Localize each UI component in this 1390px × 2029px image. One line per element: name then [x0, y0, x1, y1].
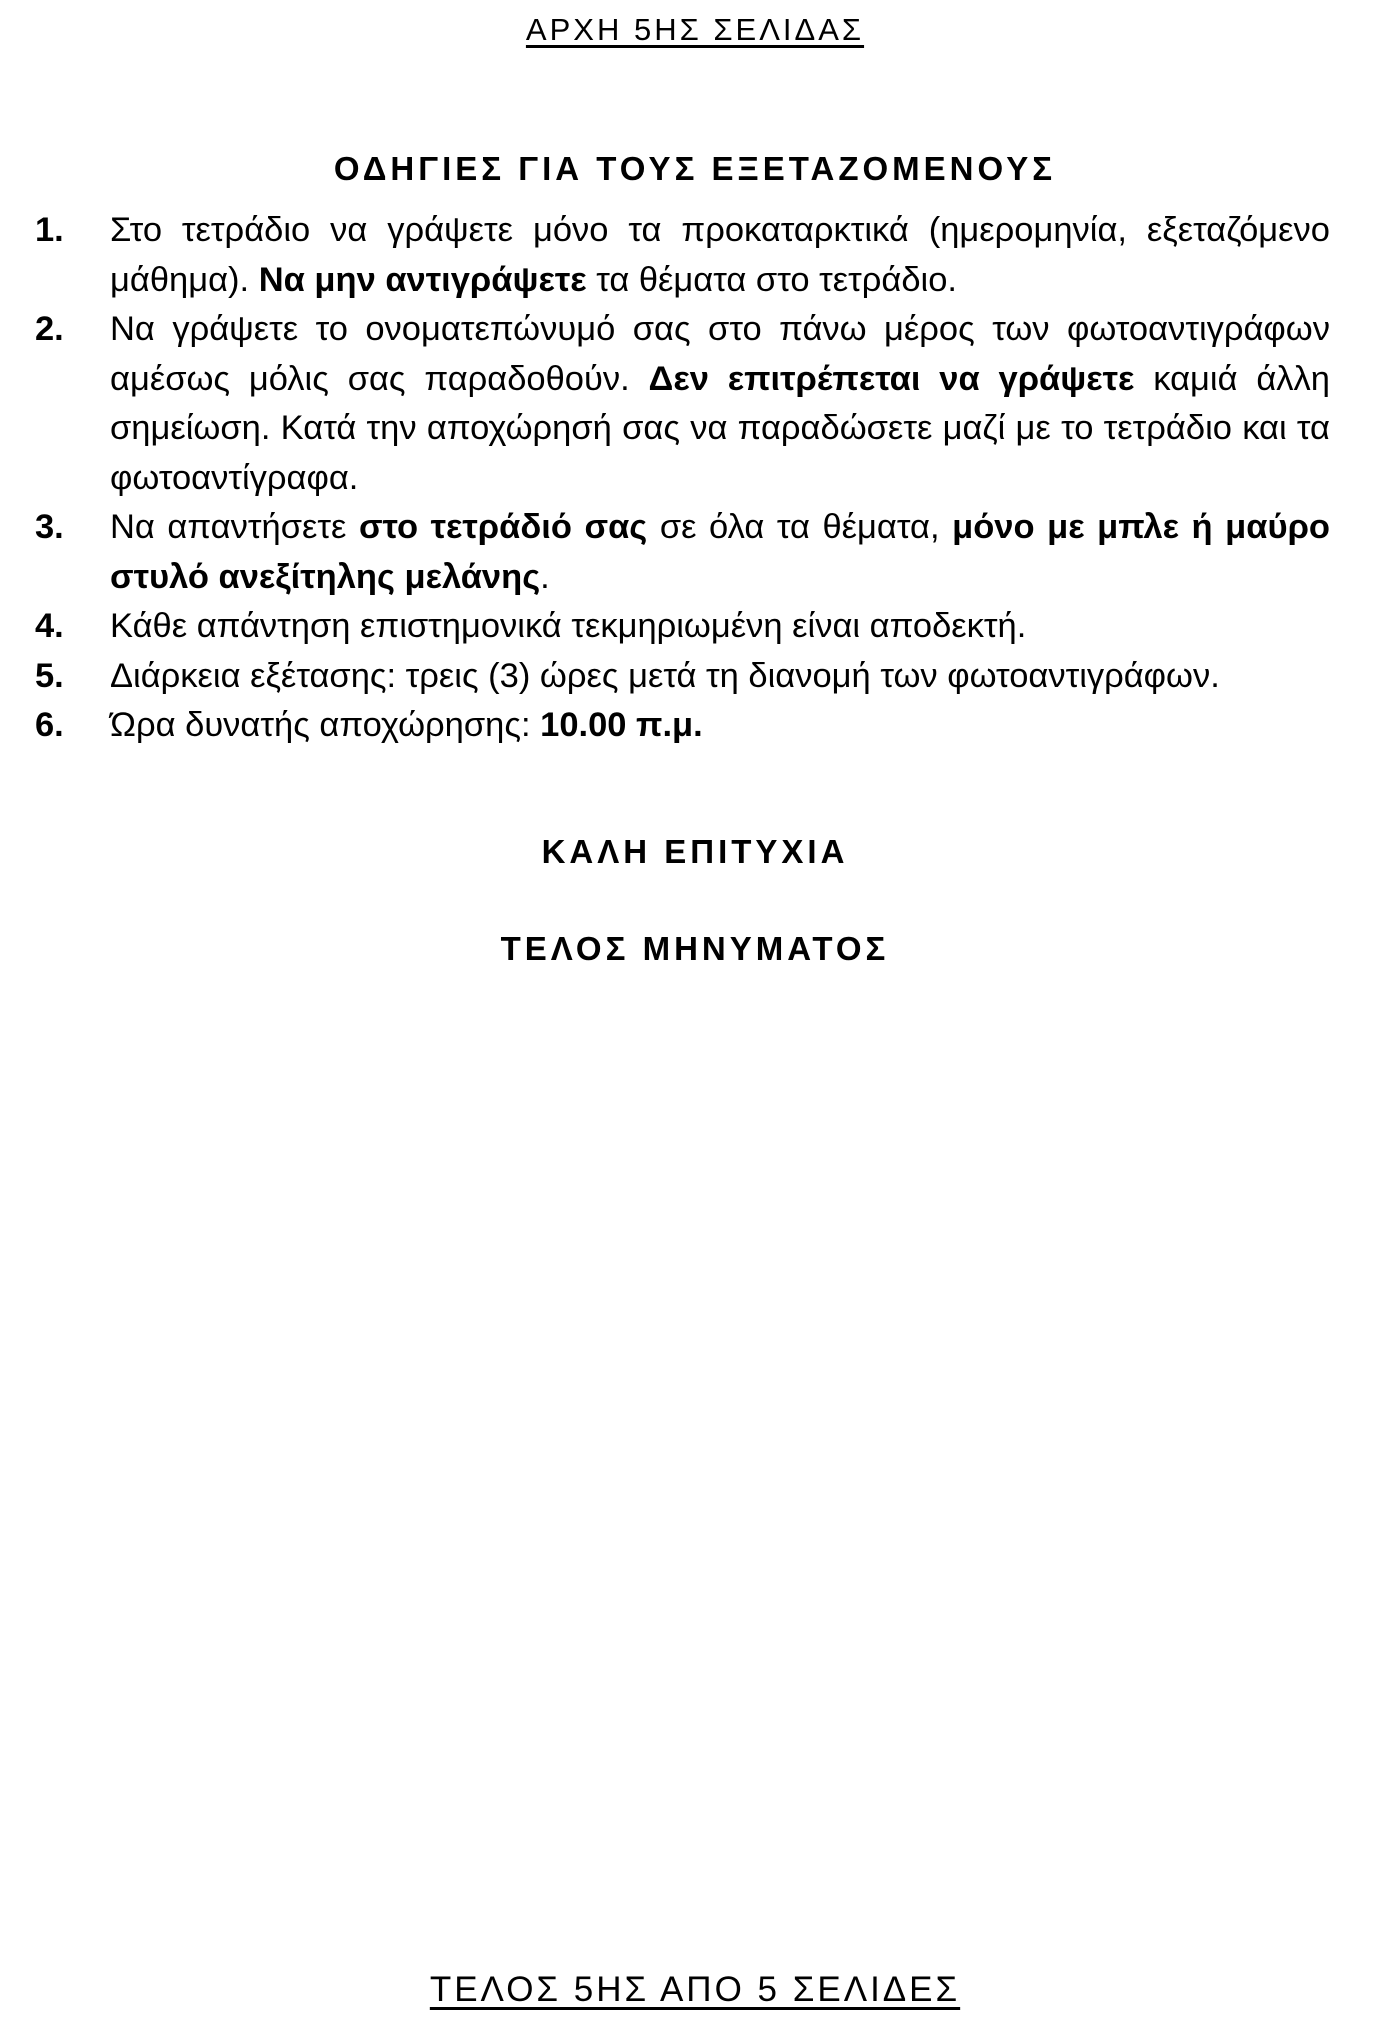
instruction-item [30, 652, 1330, 702]
instruction-item [30, 503, 1330, 602]
instructions-title: ΟΔΗΓΙΕΣ ΓΙΑ ΤΟΥΣ ΕΞΕΤΑΖΟΜΕΝΟΥΣ [333, 150, 1057, 187]
item-number: 1. [35, 211, 64, 249]
item-text-bold: μόνο με μπλε ή μαύρο στυλό ανεξίτηλης μελάνης [110, 508, 1330, 596]
item-number: 6. [35, 706, 64, 744]
item-text: καμιά άλλη σημείωση. Κατά την αποχώρησή σας να παραδώσετε μαζί με το τετράδιο και τα φωτοαντίγραφα. [110, 359, 1330, 497]
item-number: 5. [35, 656, 64, 695]
item-text-bold: Να μην αντιγράψετε [258, 260, 587, 299]
end-message-heading: ΤΕΛΟΣ ΜΗΝΥΜΑΤΟΣ [500, 930, 890, 967]
item-text: Να γράψετε το ονοματεπώνυμό σας στο πάνω μέρος των φωτοαντιγράφων αμέσως μόλις σας παραδοθούν. [110, 310, 1330, 398]
page-footer: ΤΕΛΟΣ 5ΗΣ ΑΠΟ 5 ΣΕΛΙΔΕΣ [429, 1970, 961, 2009]
instruction-item [30, 206, 1330, 305]
item-text: Ώρα δυνατής αποχώρησης: [110, 706, 541, 744]
item-text: Διάρκεια εξέτασης: τρεις (3) ώρες μετά τη διανομή των φωτοαντιγράφων. [110, 656, 1220, 695]
item-text: τα θέματα στο τετράδιο. [586, 260, 957, 299]
item-text-bold: 10.00 π.μ. [540, 706, 703, 744]
item-text: Να απαντήσετε [110, 508, 359, 546]
item-text: σε όλα τα θέματα, [647, 508, 953, 546]
item-text: . [540, 557, 550, 596]
item-text: Κάθε απάντηση επιστημονικά τεκμηριωμένη είναι αποδεκτή. [110, 607, 1027, 645]
item-number: 4. [35, 607, 64, 645]
instruction-item [30, 602, 1330, 652]
item-text: Στο τετράδιο να γράψετε μόνο τα προκαταρκτικά (ημερομηνία, εξεταζόμενο μάθημα). [110, 211, 1330, 299]
page-header: ΑΡΧΗ 5ΗΣ ΣΕΛΙΔΑΣ [525, 12, 865, 47]
good-luck-heading: ΚΑΛΗ ΕΠΙΤΥΧΙΑ [541, 833, 849, 870]
instruction-item [30, 701, 1330, 751]
instruction-item [30, 305, 1330, 503]
instructions-list [30, 206, 1330, 751]
item-number: 2. [35, 310, 64, 348]
item-text-bold: στο τετράδιό σας [358, 508, 648, 546]
item-number: 3. [35, 508, 64, 546]
item-text-bold: Δεν επιτρέπεται να γράψετε [648, 359, 1135, 398]
